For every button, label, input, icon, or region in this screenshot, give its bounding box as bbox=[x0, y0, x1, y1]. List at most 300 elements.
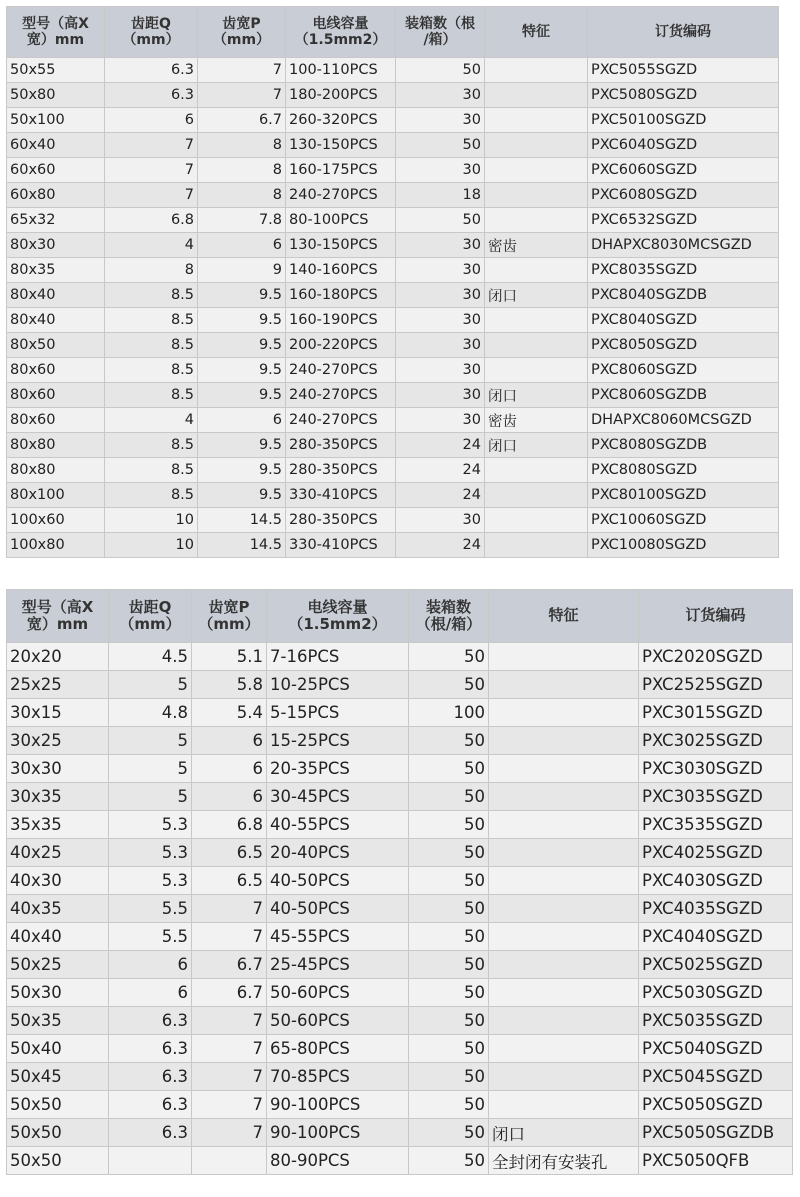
feature-cell bbox=[485, 458, 588, 483]
table-row bbox=[7, 755, 793, 783]
model-cell: 80x80 bbox=[7, 458, 105, 483]
order-code-cell: PXC3035SGZD bbox=[639, 783, 793, 811]
pitch-q-cell: 5.3 bbox=[109, 867, 192, 895]
pack-qty-cell: 50 bbox=[409, 1091, 489, 1119]
order-code-cell: PXC2525SGZD bbox=[639, 671, 793, 699]
model-cell: 50x55 bbox=[7, 58, 105, 83]
width-p-cell: 7.8 bbox=[198, 208, 286, 233]
table-row bbox=[7, 108, 779, 133]
table-row bbox=[7, 208, 779, 233]
pitch-q-cell: 5 bbox=[109, 755, 192, 783]
table-row bbox=[7, 183, 779, 208]
table-row bbox=[7, 951, 793, 979]
table-header-row bbox=[7, 7, 779, 58]
pitch-q-cell: 5.3 bbox=[109, 839, 192, 867]
column-header-line: 特征 bbox=[522, 23, 550, 40]
order-code-cell: PXC8035SGZD bbox=[588, 258, 779, 283]
pitch-q-cell: 8 bbox=[105, 258, 198, 283]
width-p-cell: 6 bbox=[198, 408, 286, 433]
pitch-q-cell: 5 bbox=[109, 671, 192, 699]
wire-capacity-cell: 7-16PCS bbox=[267, 643, 409, 671]
order-code-cell: PXC8080SGZD bbox=[588, 458, 779, 483]
order-code-cell: PXC3015SGZD bbox=[639, 699, 793, 727]
column-header bbox=[489, 590, 639, 643]
wire-capacity-cell: 45-55PCS bbox=[267, 923, 409, 951]
order-code-cell: PXC8040SGZD bbox=[588, 308, 779, 333]
model-cell: 40x30 bbox=[7, 867, 109, 895]
order-code-cell: PXC10080SGZD bbox=[588, 533, 779, 558]
column-header bbox=[485, 7, 588, 58]
column-header-line: 型号（高X bbox=[21, 597, 94, 616]
model-cell: 100x80 bbox=[7, 533, 105, 558]
column-header bbox=[286, 7, 396, 58]
order-code-cell: PXC4025SGZD bbox=[639, 839, 793, 867]
wire-capacity-cell: 240-270PCS bbox=[286, 408, 396, 433]
column-header bbox=[192, 590, 267, 643]
column-header-line: 电线容量 bbox=[307, 597, 368, 616]
pitch-q-cell: 8.5 bbox=[105, 283, 198, 308]
pack-qty-cell: 30 bbox=[396, 408, 485, 433]
wire-capacity-cell: 180-200PCS bbox=[286, 83, 396, 108]
model-cell: 80x80 bbox=[7, 433, 105, 458]
pack-qty-cell: 50 bbox=[396, 208, 485, 233]
feature-cell bbox=[489, 727, 639, 755]
model-cell: 50x80 bbox=[7, 83, 105, 108]
wire-capacity-cell: 160-175PCS bbox=[286, 158, 396, 183]
wire-capacity-cell: 100-110PCS bbox=[286, 58, 396, 83]
pitch-q-cell: 5.5 bbox=[109, 923, 192, 951]
width-p-cell: 5.1 bbox=[192, 643, 267, 671]
feature-cell bbox=[489, 755, 639, 783]
order-code-cell: PXC6060SGZD bbox=[588, 158, 779, 183]
pack-qty-cell: 30 bbox=[396, 108, 485, 133]
width-p-cell: 6 bbox=[198, 233, 286, 258]
table-row bbox=[7, 1091, 793, 1119]
table-row bbox=[7, 433, 779, 458]
table-row bbox=[7, 408, 779, 433]
model-cell: 80x60 bbox=[7, 358, 105, 383]
feature-cell: 密齿 bbox=[485, 408, 588, 433]
pitch-q-cell: 5 bbox=[109, 783, 192, 811]
column-header-line: （mm） bbox=[122, 32, 180, 48]
pitch-q-cell: 5.3 bbox=[109, 811, 192, 839]
pack-qty-cell: 50 bbox=[409, 839, 489, 867]
wire-capacity-cell: 50-60PCS bbox=[267, 1007, 409, 1035]
pitch-q-cell: 6.3 bbox=[109, 1035, 192, 1063]
wire-capacity-cell: 5-15PCS bbox=[267, 699, 409, 727]
table-row bbox=[7, 283, 779, 308]
pack-qty-cell: 50 bbox=[409, 895, 489, 923]
width-p-cell: 6.7 bbox=[192, 951, 267, 979]
width-p-cell: 6 bbox=[192, 755, 267, 783]
wire-capacity-cell: 65-80PCS bbox=[267, 1035, 409, 1063]
table-row bbox=[7, 358, 779, 383]
feature-cell bbox=[485, 158, 588, 183]
width-p-cell: 9.5 bbox=[198, 458, 286, 483]
wire-capacity-cell: 20-40PCS bbox=[267, 839, 409, 867]
feature-cell bbox=[485, 508, 588, 533]
pack-qty-cell: 30 bbox=[396, 233, 485, 258]
width-p-cell: 9.5 bbox=[198, 283, 286, 308]
pack-qty-cell: 30 bbox=[396, 333, 485, 358]
column-header bbox=[639, 590, 793, 643]
column-header-line: /箱） bbox=[423, 32, 457, 48]
order-code-cell: PXC3025SGZD bbox=[639, 727, 793, 755]
table-row bbox=[7, 158, 779, 183]
width-p-cell: 14.5 bbox=[198, 533, 286, 558]
feature-cell bbox=[489, 839, 639, 867]
pitch-q-cell: 8.5 bbox=[105, 358, 198, 383]
feature-cell: 密齿 bbox=[485, 233, 588, 258]
feature-cell bbox=[485, 533, 588, 558]
column-header-line: 装箱数（根 bbox=[405, 15, 475, 32]
wire-capacity-cell: 240-270PCS bbox=[286, 383, 396, 408]
model-cell: 35x35 bbox=[7, 811, 109, 839]
order-code-cell: DHAPXC8060MCSGZD bbox=[588, 408, 779, 433]
column-header-line: 特征 bbox=[548, 606, 579, 625]
order-code-cell: PXC5050QFB bbox=[639, 1147, 793, 1175]
wire-capacity-cell: 330-410PCS bbox=[286, 483, 396, 508]
order-code-cell: PXC5025SGZD bbox=[639, 951, 793, 979]
pack-qty-cell: 50 bbox=[409, 1147, 489, 1175]
model-cell: 40x40 bbox=[7, 923, 109, 951]
order-code-cell: PXC2020SGZD bbox=[639, 643, 793, 671]
pitch-q-cell: 7 bbox=[105, 183, 198, 208]
wire-capacity-cell: 330-410PCS bbox=[286, 533, 396, 558]
pack-qty-cell: 30 bbox=[396, 283, 485, 308]
wire-capacity-cell: 240-270PCS bbox=[286, 183, 396, 208]
order-code-cell: PXC5080SGZD bbox=[588, 83, 779, 108]
model-cell: 40x35 bbox=[7, 895, 109, 923]
pitch-q-cell: 6.3 bbox=[109, 1063, 192, 1091]
model-cell: 60x40 bbox=[7, 133, 105, 158]
order-code-cell: PXC4035SGZD bbox=[639, 895, 793, 923]
pitch-q-cell: 10 bbox=[105, 508, 198, 533]
feature-cell bbox=[489, 1063, 639, 1091]
pitch-q-cell: 6.3 bbox=[109, 1007, 192, 1035]
table-row bbox=[7, 1119, 793, 1147]
table-row bbox=[7, 783, 793, 811]
order-code-cell: PXC8050SGZD bbox=[588, 333, 779, 358]
model-cell: 80x40 bbox=[7, 283, 105, 308]
width-p-cell: 6.7 bbox=[192, 979, 267, 1007]
width-p-cell: 9.5 bbox=[198, 308, 286, 333]
pack-qty-cell: 24 bbox=[396, 433, 485, 458]
column-header-line: 齿距Q bbox=[131, 15, 171, 32]
wire-capacity-cell: 50-60PCS bbox=[267, 979, 409, 1007]
column-header bbox=[588, 7, 779, 58]
feature-cell bbox=[485, 208, 588, 233]
model-cell: 80x60 bbox=[7, 383, 105, 408]
table-row bbox=[7, 58, 779, 83]
pitch-q-cell: 6.3 bbox=[109, 1091, 192, 1119]
width-p-cell: 7 bbox=[192, 1035, 267, 1063]
table-row bbox=[7, 923, 793, 951]
pack-qty-cell: 18 bbox=[396, 183, 485, 208]
column-header-line: （mm） bbox=[198, 615, 260, 633]
pitch-q-cell: 5 bbox=[109, 727, 192, 755]
feature-cell bbox=[489, 811, 639, 839]
pitch-q-cell: 6.3 bbox=[105, 58, 198, 83]
pitch-q-cell: 8.5 bbox=[105, 333, 198, 358]
table-row bbox=[7, 83, 779, 108]
table-row bbox=[7, 333, 779, 358]
feature-cell bbox=[485, 83, 588, 108]
width-p-cell: 7 bbox=[198, 83, 286, 108]
width-p-cell: 7 bbox=[198, 58, 286, 83]
model-cell: 50x35 bbox=[7, 1007, 109, 1035]
width-p-cell: 9 bbox=[198, 258, 286, 283]
width-p-cell: 8 bbox=[198, 183, 286, 208]
pack-qty-cell: 50 bbox=[409, 1119, 489, 1147]
pitch-q-cell: 6.8 bbox=[105, 208, 198, 233]
feature-cell: 闭口 bbox=[485, 283, 588, 308]
feature-cell bbox=[489, 923, 639, 951]
column-header-line: 订货编码 bbox=[685, 606, 746, 625]
model-cell: 30x25 bbox=[7, 727, 109, 755]
column-header-line: （1.5mm2） bbox=[294, 32, 387, 48]
order-code-cell: PXC5045SGZD bbox=[639, 1063, 793, 1091]
order-code-cell: PXC6080SGZD bbox=[588, 183, 779, 208]
wire-capacity-cell: 90-100PCS bbox=[267, 1091, 409, 1119]
pitch-q-cell: 5.5 bbox=[109, 895, 192, 923]
feature-cell bbox=[489, 1035, 639, 1063]
width-p-cell: 14.5 bbox=[198, 508, 286, 533]
column-header-line: 装箱数 bbox=[425, 597, 471, 616]
feature-cell bbox=[489, 979, 639, 1007]
pitch-q-cell: 8.5 bbox=[105, 383, 198, 408]
order-code-cell: PXC8060SGZD bbox=[588, 358, 779, 383]
feature-cell bbox=[489, 867, 639, 895]
model-cell: 100x60 bbox=[7, 508, 105, 533]
column-header-line: 宽）mm bbox=[26, 615, 89, 633]
pack-qty-cell: 30 bbox=[396, 308, 485, 333]
feature-cell bbox=[489, 671, 639, 699]
model-cell: 30x15 bbox=[7, 699, 109, 727]
pitch-q-cell: 8.5 bbox=[105, 458, 198, 483]
feature-cell bbox=[485, 58, 588, 83]
pitch-q-cell: 4 bbox=[105, 408, 198, 433]
model-cell: 50x50 bbox=[7, 1119, 109, 1147]
pack-qty-cell: 50 bbox=[409, 1007, 489, 1035]
order-code-cell: PXC3030SGZD bbox=[639, 755, 793, 783]
order-code-cell: PXC8040SGZDB bbox=[588, 283, 779, 308]
table-row bbox=[7, 979, 793, 1007]
feature-cell bbox=[485, 133, 588, 158]
pitch-q-cell: 8.5 bbox=[105, 308, 198, 333]
order-code-cell: DHAPXC8030MCSGZD bbox=[588, 233, 779, 258]
model-cell: 80x100 bbox=[7, 483, 105, 508]
width-p-cell: 6.5 bbox=[192, 867, 267, 895]
pack-qty-cell: 30 bbox=[396, 358, 485, 383]
width-p-cell: 6.8 bbox=[192, 811, 267, 839]
feature-cell bbox=[489, 1007, 639, 1035]
model-cell: 50x40 bbox=[7, 1035, 109, 1063]
pitch-q-cell: 6.3 bbox=[105, 83, 198, 108]
table-row bbox=[7, 895, 793, 923]
table-row bbox=[7, 643, 793, 671]
pack-qty-cell: 30 bbox=[396, 83, 485, 108]
column-header bbox=[7, 590, 109, 643]
order-code-cell: PXC50100SGZD bbox=[588, 108, 779, 133]
pitch-q-cell: 7 bbox=[105, 133, 198, 158]
column-header-line: （mm） bbox=[119, 615, 181, 633]
width-p-cell: 7 bbox=[192, 1119, 267, 1147]
wire-capacity-cell: 280-350PCS bbox=[286, 433, 396, 458]
table-row bbox=[7, 1035, 793, 1063]
table-header-row bbox=[7, 590, 793, 643]
table-row bbox=[7, 1147, 793, 1175]
width-p-cell: 7 bbox=[192, 1063, 267, 1091]
column-header bbox=[109, 590, 192, 643]
pack-qty-cell: 100 bbox=[409, 699, 489, 727]
pack-qty-cell: 30 bbox=[396, 508, 485, 533]
wire-capacity-cell: 20-35PCS bbox=[267, 755, 409, 783]
table-row bbox=[7, 671, 793, 699]
pack-qty-cell: 24 bbox=[396, 483, 485, 508]
wire-capacity-cell: 40-50PCS bbox=[267, 867, 409, 895]
pitch-q-cell: 8.5 bbox=[105, 483, 198, 508]
table-row bbox=[7, 383, 779, 408]
pitch-q-cell: 4.5 bbox=[109, 643, 192, 671]
pack-qty-cell: 50 bbox=[409, 671, 489, 699]
pack-qty-cell: 50 bbox=[409, 727, 489, 755]
feature-cell: 闭口 bbox=[485, 433, 588, 458]
model-cell: 60x60 bbox=[7, 158, 105, 183]
width-p-cell: 9.5 bbox=[198, 358, 286, 383]
model-cell: 40x25 bbox=[7, 839, 109, 867]
model-cell: 80x40 bbox=[7, 308, 105, 333]
column-header bbox=[396, 7, 485, 58]
pack-qty-cell: 50 bbox=[396, 133, 485, 158]
table-row bbox=[7, 258, 779, 283]
column-header-line: 齿宽P bbox=[222, 15, 261, 32]
feature-cell bbox=[489, 783, 639, 811]
width-p-cell: 6 bbox=[192, 727, 267, 755]
model-cell: 30x30 bbox=[7, 755, 109, 783]
width-p-cell: 5.4 bbox=[192, 699, 267, 727]
column-header bbox=[267, 590, 409, 643]
model-cell: 25x25 bbox=[7, 671, 109, 699]
column-header-line: 型号（高X bbox=[22, 15, 89, 32]
column-header bbox=[198, 7, 286, 58]
wire-capacity-cell: 40-50PCS bbox=[267, 895, 409, 923]
spec-table-large bbox=[6, 6, 779, 558]
pack-qty-cell: 30 bbox=[396, 158, 485, 183]
feature-cell bbox=[485, 483, 588, 508]
pitch-q-cell: 6 bbox=[109, 979, 192, 1007]
wire-capacity-cell: 240-270PCS bbox=[286, 358, 396, 383]
column-header-line: （mm） bbox=[212, 32, 271, 48]
order-code-cell: PXC6532SGZD bbox=[588, 208, 779, 233]
feature-cell bbox=[485, 183, 588, 208]
order-code-cell: PXC4030SGZD bbox=[639, 867, 793, 895]
pitch-q-cell: 10 bbox=[105, 533, 198, 558]
model-cell: 80x35 bbox=[7, 258, 105, 283]
order-code-cell: PXC5050SGZD bbox=[639, 1091, 793, 1119]
order-code-cell: PXC5050SGZDB bbox=[639, 1119, 793, 1147]
feature-cell bbox=[485, 108, 588, 133]
wire-capacity-cell: 80-100PCS bbox=[286, 208, 396, 233]
wire-capacity-cell: 160-190PCS bbox=[286, 308, 396, 333]
wire-capacity-cell: 200-220PCS bbox=[286, 333, 396, 358]
feature-cell bbox=[485, 358, 588, 383]
pitch-q-cell: 7 bbox=[105, 158, 198, 183]
wire-capacity-cell: 130-150PCS bbox=[286, 233, 396, 258]
feature-cell: 闭口 bbox=[485, 383, 588, 408]
wire-capacity-cell: 280-350PCS bbox=[286, 508, 396, 533]
pack-qty-cell: 50 bbox=[409, 643, 489, 671]
wire-capacity-cell: 10-25PCS bbox=[267, 671, 409, 699]
pack-qty-cell: 50 bbox=[409, 783, 489, 811]
model-cell: 50x45 bbox=[7, 1063, 109, 1091]
wire-capacity-cell: 130-150PCS bbox=[286, 133, 396, 158]
width-p-cell: 7 bbox=[192, 923, 267, 951]
model-cell: 30x35 bbox=[7, 783, 109, 811]
feature-cell bbox=[489, 1091, 639, 1119]
table-row bbox=[7, 867, 793, 895]
feature-cell bbox=[489, 895, 639, 923]
wire-capacity-cell: 90-100PCS bbox=[267, 1119, 409, 1147]
order-code-cell: PXC5030SGZD bbox=[639, 979, 793, 1007]
width-p-cell: 7 bbox=[192, 1007, 267, 1035]
table-row bbox=[7, 727, 793, 755]
column-header bbox=[105, 7, 198, 58]
table-row bbox=[7, 233, 779, 258]
feature-cell bbox=[489, 643, 639, 671]
model-cell: 50x25 bbox=[7, 951, 109, 979]
column-header-line: （根/箱） bbox=[415, 615, 482, 633]
width-p-cell bbox=[192, 1147, 267, 1175]
wire-capacity-cell: 30-45PCS bbox=[267, 783, 409, 811]
pitch-q-cell: 6.3 bbox=[109, 1119, 192, 1147]
table-row bbox=[7, 839, 793, 867]
wire-capacity-cell: 25-45PCS bbox=[267, 951, 409, 979]
pack-qty-cell: 50 bbox=[409, 811, 489, 839]
width-p-cell: 9.5 bbox=[198, 383, 286, 408]
pack-qty-cell: 50 bbox=[409, 951, 489, 979]
column-header-line: 订货编码 bbox=[655, 23, 711, 40]
pitch-q-cell: 4 bbox=[105, 233, 198, 258]
table-row bbox=[7, 1007, 793, 1035]
wire-capacity-cell: 280-350PCS bbox=[286, 458, 396, 483]
pack-qty-cell: 50 bbox=[409, 867, 489, 895]
model-cell: 50x30 bbox=[7, 979, 109, 1007]
table-row bbox=[7, 699, 793, 727]
feature-cell: 闭口 bbox=[489, 1119, 639, 1147]
column-header-line: 电线容量 bbox=[312, 15, 369, 32]
width-p-cell: 6 bbox=[192, 783, 267, 811]
column-header bbox=[7, 7, 105, 58]
order-code-cell: PXC5035SGZD bbox=[639, 1007, 793, 1035]
pack-qty-cell: 24 bbox=[396, 458, 485, 483]
column-header-line: 宽）mm bbox=[26, 32, 85, 48]
order-code-cell: PXC4040SGZD bbox=[639, 923, 793, 951]
spec-table-small bbox=[6, 589, 793, 1175]
table-row bbox=[7, 308, 779, 333]
feature-cell bbox=[485, 308, 588, 333]
width-p-cell: 5.8 bbox=[192, 671, 267, 699]
pitch-q-cell: 6 bbox=[109, 951, 192, 979]
model-cell: 80x60 bbox=[7, 408, 105, 433]
pack-qty-cell: 50 bbox=[409, 755, 489, 783]
order-code-cell: PXC3535SGZD bbox=[639, 811, 793, 839]
pack-qty-cell: 50 bbox=[409, 1035, 489, 1063]
model-cell: 50x100 bbox=[7, 108, 105, 133]
wire-capacity-cell: 160-180PCS bbox=[286, 283, 396, 308]
feature-cell bbox=[485, 333, 588, 358]
model-cell: 80x30 bbox=[7, 233, 105, 258]
